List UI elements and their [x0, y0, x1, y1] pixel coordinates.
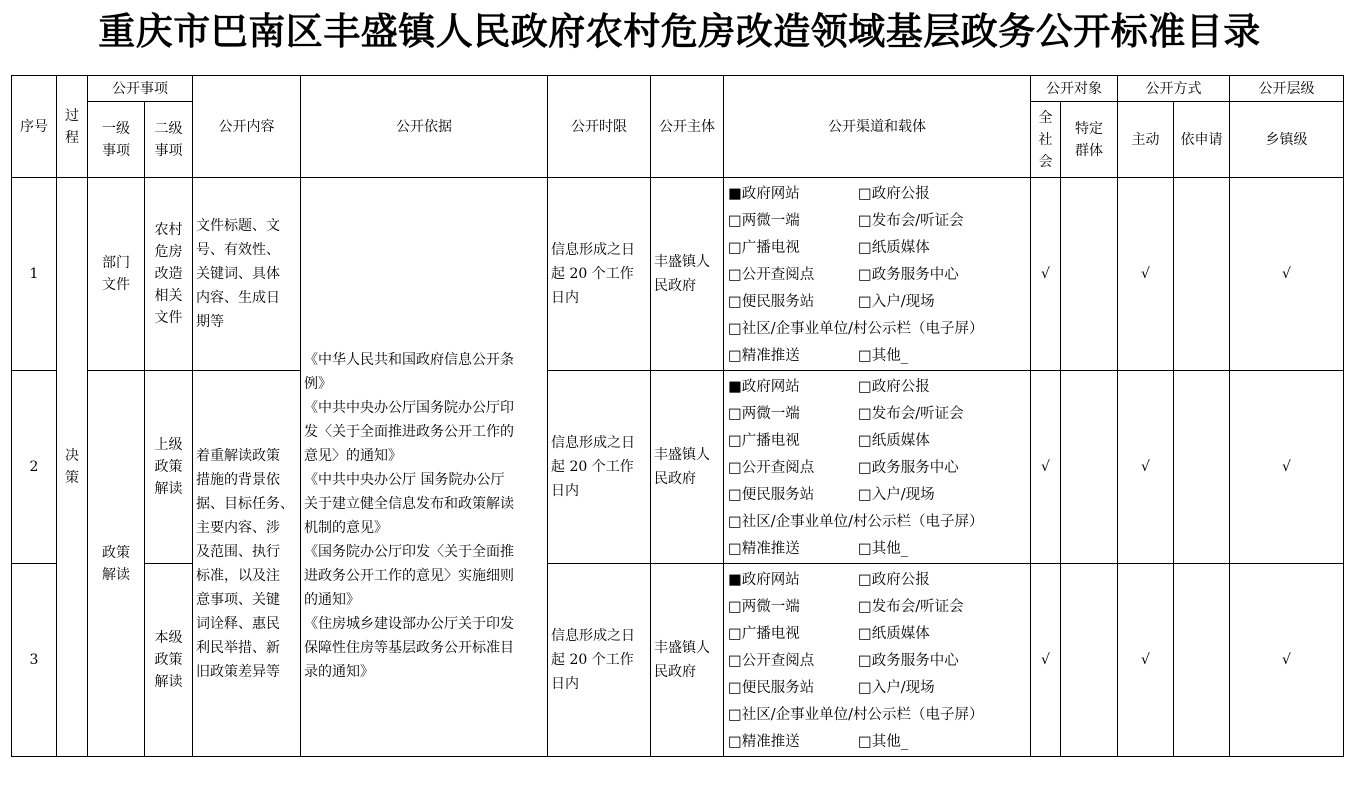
header-channels: 公开渠道和载体 — [724, 76, 1031, 178]
header-method-group: 公开方式 — [1118, 76, 1230, 102]
header-subject: 公开主体 — [651, 76, 724, 178]
on-request-mark — [1174, 178, 1230, 371]
time-limit-cell: 信息形成之日 起 20 个工作 日内 — [548, 564, 651, 757]
level1-cell: 政策 解读 — [88, 371, 145, 757]
header-seq: 序号 — [12, 76, 57, 178]
table-row — [12, 178, 1344, 371]
whole-society-mark: √ — [1031, 371, 1061, 564]
table-row — [12, 371, 1344, 564]
time-limit-cell: 信息形成之日 起 20 个工作 日内 — [548, 371, 651, 564]
time-limit-cell: 信息形成之日 起 20 个工作 日内 — [548, 178, 651, 371]
active-mark: √ — [1118, 178, 1174, 371]
header-level2: 二级 事项 — [145, 102, 193, 178]
on-request-mark — [1174, 371, 1230, 564]
content-cell: 文件标题、文 号、有效性、 关键词、具体 内容、生成日 期等 — [193, 178, 301, 371]
row-seq: 1 — [12, 178, 57, 371]
level1-cell: 部门 文件 — [88, 178, 145, 371]
header-level1: 一级 事项 — [88, 102, 145, 178]
header-level-group: 公开层级 — [1230, 76, 1344, 102]
process-cell: 决 策 — [57, 178, 88, 757]
active-mark: √ — [1118, 371, 1174, 564]
subject-cell: 丰盛镇人 民政府 — [651, 371, 724, 564]
township-mark: √ — [1230, 371, 1344, 564]
on-request-mark — [1174, 564, 1230, 757]
header-basis: 公开依据 — [301, 76, 548, 178]
level2-cell: 上级 政策 解读 — [145, 371, 193, 564]
channels-cell: ■政府网站 □政府公报 □两微一端 □发布会/听证会 □广播电视 □纸质媒体 □公开查阅点 □政务服务中心 □便民服务站 □入户/现场 □社区/企事业单位/村公示栏（电子屏） □精准推送 □其他_ — [724, 564, 1031, 757]
subject-cell: 丰盛镇人 民政府 — [651, 178, 724, 371]
specific-group-mark — [1061, 564, 1118, 757]
subject-cell: 丰盛镇人 民政府 — [651, 564, 724, 757]
level2-cell: 农村 危房 改造 相关 文件 — [145, 178, 193, 371]
whole-society-mark: √ — [1031, 178, 1061, 371]
row-seq: 2 — [12, 371, 57, 564]
header-specific-group: 特定 群体 — [1061, 102, 1118, 178]
row-seq: 3 — [12, 564, 57, 757]
header-target-group: 公开对象 — [1031, 76, 1118, 102]
disclosure-directory-table — [11, 75, 1344, 757]
content-cell: 着重解读政策 措施的背景依 据、目标任务、 主要内容、涉 及范围、执行 标准，以及注 意事项、关键 词诠释、惠民 利民举措、新 旧政策差异等 — [193, 371, 301, 757]
channels-cell: ■政府网站 □政府公报 □两微一端 □发布会/听证会 □广播电视 □纸质媒体 □公开查阅点 □政务服务中心 □便民服务站 □入户/现场 □社区/企事业单位/村公示栏（电子屏） □精准推送 □其他_ — [724, 178, 1031, 371]
header-matter-group: 公开事项 — [88, 76, 193, 102]
basis-cell: 《中华人民共和国政府信息公开条 例》 《中共中央办公厅国务院办公厅印 发〈关于全面推进政务公开工作的 意见〉的通知》 《中共中央办公厅 国务院办公厅 关于建立健全信息发布和政策解读 机制的意见》 《国务院办公厅印发〈关于全面推 进政务公开工作的意见〉实施细则 的通知》 《住房城乡建设部办公厅关于印发 保障性住房等基层政务公开标准目 录的通知》 — [301, 178, 548, 757]
page-title: 重庆市巴南区丰盛镇人民政府农村危房改造领域基层政务公开标准目录 — [98, 10, 1261, 53]
header-row-top — [12, 76, 1344, 102]
header-active: 主动 — [1118, 102, 1174, 178]
header-whole-society: 全 社 会 — [1031, 102, 1061, 178]
header-on-request: 依申请 — [1174, 102, 1230, 178]
header-content: 公开内容 — [193, 76, 301, 178]
township-mark: √ — [1230, 564, 1344, 757]
active-mark: √ — [1118, 564, 1174, 757]
header-time-limit: 公开时限 — [548, 76, 651, 178]
channels-cell: ■政府网站 □政府公报 □两微一端 □发布会/听证会 □广播电视 □纸质媒体 □公开查阅点 □政务服务中心 □便民服务站 □入户/现场 □社区/企事业单位/村公示栏（电子屏） □精准推送 □其他_ — [724, 371, 1031, 564]
township-mark: √ — [1230, 178, 1344, 371]
specific-group-mark — [1061, 371, 1118, 564]
header-process: 过 程 — [57, 76, 88, 178]
specific-group-mark — [1061, 178, 1118, 371]
header-township: 乡镇级 — [1230, 102, 1344, 178]
level2-cell: 本级 政策 解读 — [145, 564, 193, 757]
whole-society-mark: √ — [1031, 564, 1061, 757]
